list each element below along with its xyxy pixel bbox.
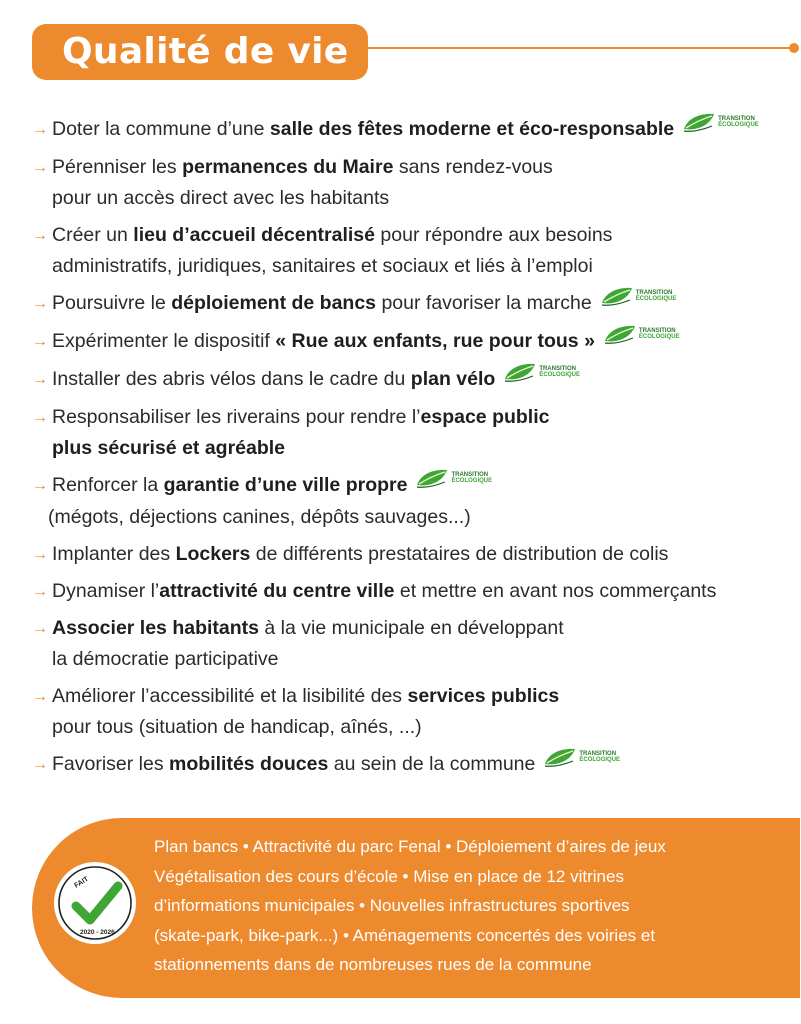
item-text: sans rendez-vous <box>393 156 553 178</box>
achievement-line: (skate-park, bike-park...) • Aménagements concertés des voiries et <box>154 925 656 945</box>
item-text: et mettre en avant nos commerçants <box>394 580 717 602</box>
ecological-transition-badge <box>600 285 677 317</box>
list-item <box>32 220 792 282</box>
badge-line-2: ÉCOLOGIQUE <box>579 757 621 763</box>
item-text: Poursuivre le <box>52 292 172 315</box>
item-line <box>52 613 792 644</box>
list-item <box>32 576 792 607</box>
ecological-transition-badge <box>682 111 759 143</box>
emphasis-text: permanences du Maire <box>182 156 394 178</box>
arrow-right-icon: → <box>32 477 48 494</box>
ecological-transition-badge <box>415 467 492 499</box>
badge-line-1: TRANSITION <box>718 115 755 122</box>
list-item <box>32 470 792 533</box>
item-text: Améliorer l’accessibilité et la lisibilité des <box>52 685 408 707</box>
list-item <box>32 539 792 570</box>
arrow-right-icon: → <box>32 409 48 426</box>
emphasis-text: lieu d’accueil décentralisé <box>133 224 375 246</box>
item-line <box>52 681 792 712</box>
badge-line-1: TRANSITION <box>539 365 576 372</box>
done-seal <box>54 862 136 944</box>
emphasis-text: garantie d’une ville propre <box>163 474 408 497</box>
leaf-icon <box>503 361 537 383</box>
badge-line-2: ÉCOLOGIQUE <box>635 296 677 302</box>
item-text: la démocratie participative <box>52 648 279 670</box>
emphasis-text: plus sécurisé et agréable <box>52 437 286 459</box>
item-line <box>48 502 792 533</box>
emphasis-text: espace public <box>420 406 550 428</box>
arrow-right-icon: → <box>32 227 48 244</box>
arrow-right-icon: → <box>32 546 48 563</box>
item-line <box>52 183 792 214</box>
check-icon <box>76 886 118 920</box>
arrow-right-icon: → <box>32 583 48 600</box>
title-rule-dot <box>789 43 799 53</box>
item-text: Doter la commune d’une <box>52 118 270 141</box>
emphasis-text: Associer les habitants <box>52 617 259 639</box>
item-line <box>52 402 792 433</box>
ecological-transition-badge <box>503 361 580 393</box>
seal-top-text: FAIT <box>73 875 90 890</box>
badge-line-2: ÉCOLOGIQUE <box>718 122 759 128</box>
item-line <box>52 288 792 320</box>
achievements-text <box>154 832 774 980</box>
item-line <box>52 251 792 282</box>
badge-line-1: TRANSITION <box>635 289 673 296</box>
emphasis-text: Lockers <box>175 543 251 565</box>
section-title: Qualité de vie <box>32 24 368 80</box>
emphasis-text: services publics <box>407 685 560 707</box>
achievement-line: Végétalisation des cours d’école • Mise en place de 12 vitrines <box>154 866 624 886</box>
arrow-right-icon: → <box>32 371 48 388</box>
item-text: Installer des abris vélos dans le cadre du <box>52 368 411 391</box>
item-text: Dynamiser l’ <box>52 580 160 602</box>
item-line <box>52 220 792 251</box>
title-rule <box>368 47 792 49</box>
item-line <box>52 539 792 570</box>
leaf-icon <box>600 285 634 307</box>
list-item <box>32 152 792 214</box>
item-text: Implanter des <box>52 543 176 565</box>
item-text: administratifs, juridiques, sanitaires et sociaux et liés à l’emploi <box>52 255 593 277</box>
badge-line-2: ÉCOLOGIQUE <box>539 372 580 378</box>
item-text: Renforcer la <box>52 474 164 497</box>
list-item <box>32 114 792 146</box>
arrow-right-icon: → <box>32 121 48 138</box>
badge-line-2: ÉCOLOGIQUE <box>638 334 680 340</box>
list-item <box>32 326 792 358</box>
emphasis-text: déploiement de bancs <box>171 292 377 315</box>
badge-line-1: TRANSITION <box>638 327 676 334</box>
item-line <box>52 433 792 464</box>
item-text: Pérenniser les <box>52 156 183 178</box>
emphasis-text: attractivité du centre ville <box>159 580 395 602</box>
list-item <box>32 613 792 675</box>
emphasis-text: « Rue aux enfants, rue pour tous » <box>275 330 595 353</box>
item-text: pour tous (situation de handicap, aînés, ...) <box>52 716 422 738</box>
badge-line-1: TRANSITION <box>579 750 617 757</box>
measures-list <box>32 114 792 787</box>
item-text: pour favoriser la marche <box>376 292 592 315</box>
item-text: (mégots, déjections canines, dépôts sauvages...) <box>48 506 471 528</box>
list-item <box>32 364 792 396</box>
item-line <box>52 364 792 396</box>
list-item <box>32 402 792 464</box>
item-line <box>52 152 792 183</box>
item-text: de différents prestataires de distribution de colis <box>250 543 669 565</box>
ecological-transition-badge <box>543 746 620 778</box>
arrow-right-icon: → <box>32 620 48 637</box>
item-line <box>52 576 792 607</box>
item-line <box>52 326 792 358</box>
leaf-icon <box>603 323 637 345</box>
emphasis-text: mobilités douces <box>169 753 329 776</box>
arrow-right-icon: → <box>32 159 48 176</box>
item-text: Responsabiliser les riverains pour rendre l’ <box>52 406 421 428</box>
list-item <box>32 681 792 743</box>
arrow-right-icon: → <box>32 333 48 350</box>
item-text: Créer un <box>52 224 134 246</box>
item-text: à la vie municipale en développant <box>259 617 564 639</box>
item-line <box>52 749 792 781</box>
badge-line-1: TRANSITION <box>451 471 489 478</box>
list-item <box>32 749 792 781</box>
leaf-icon <box>682 111 716 133</box>
item-text: pour répondre aux besoins <box>375 224 613 246</box>
item-line <box>52 114 792 146</box>
achievement-line: Plan bancs • Attractivité du parc Fenal • Déploiement d’aires de jeux <box>154 837 666 856</box>
item-line <box>52 712 792 743</box>
badge-line-2: ÉCOLOGIQUE <box>451 478 493 484</box>
emphasis-text: plan vélo <box>410 368 496 391</box>
item-text: Expérimenter le dispositif <box>52 330 276 353</box>
emphasis-text: salle des fêtes moderne et éco-responsable <box>269 118 675 141</box>
arrow-right-icon: → <box>32 295 48 312</box>
item-text: au sein de la commune <box>328 753 536 776</box>
achievement-line: d’informations municipales • Nouvelles infrastructures sportives <box>154 896 630 916</box>
achievement-line: stationnements dans de nombreuses rues de la commune <box>154 955 592 975</box>
leaf-icon <box>415 467 449 489</box>
item-line <box>52 644 792 675</box>
item-line <box>52 470 792 502</box>
arrow-right-icon: → <box>32 688 48 705</box>
ecological-transition-badge <box>603 323 680 355</box>
seal-bottom-text: 2020 - 2026 <box>80 929 115 936</box>
item-text: pour un accès direct avec les habitants <box>52 187 390 209</box>
arrow-right-icon: → <box>32 756 48 773</box>
list-item <box>32 288 792 320</box>
leaf-icon <box>543 746 577 768</box>
item-text: Favoriser les <box>52 753 170 776</box>
